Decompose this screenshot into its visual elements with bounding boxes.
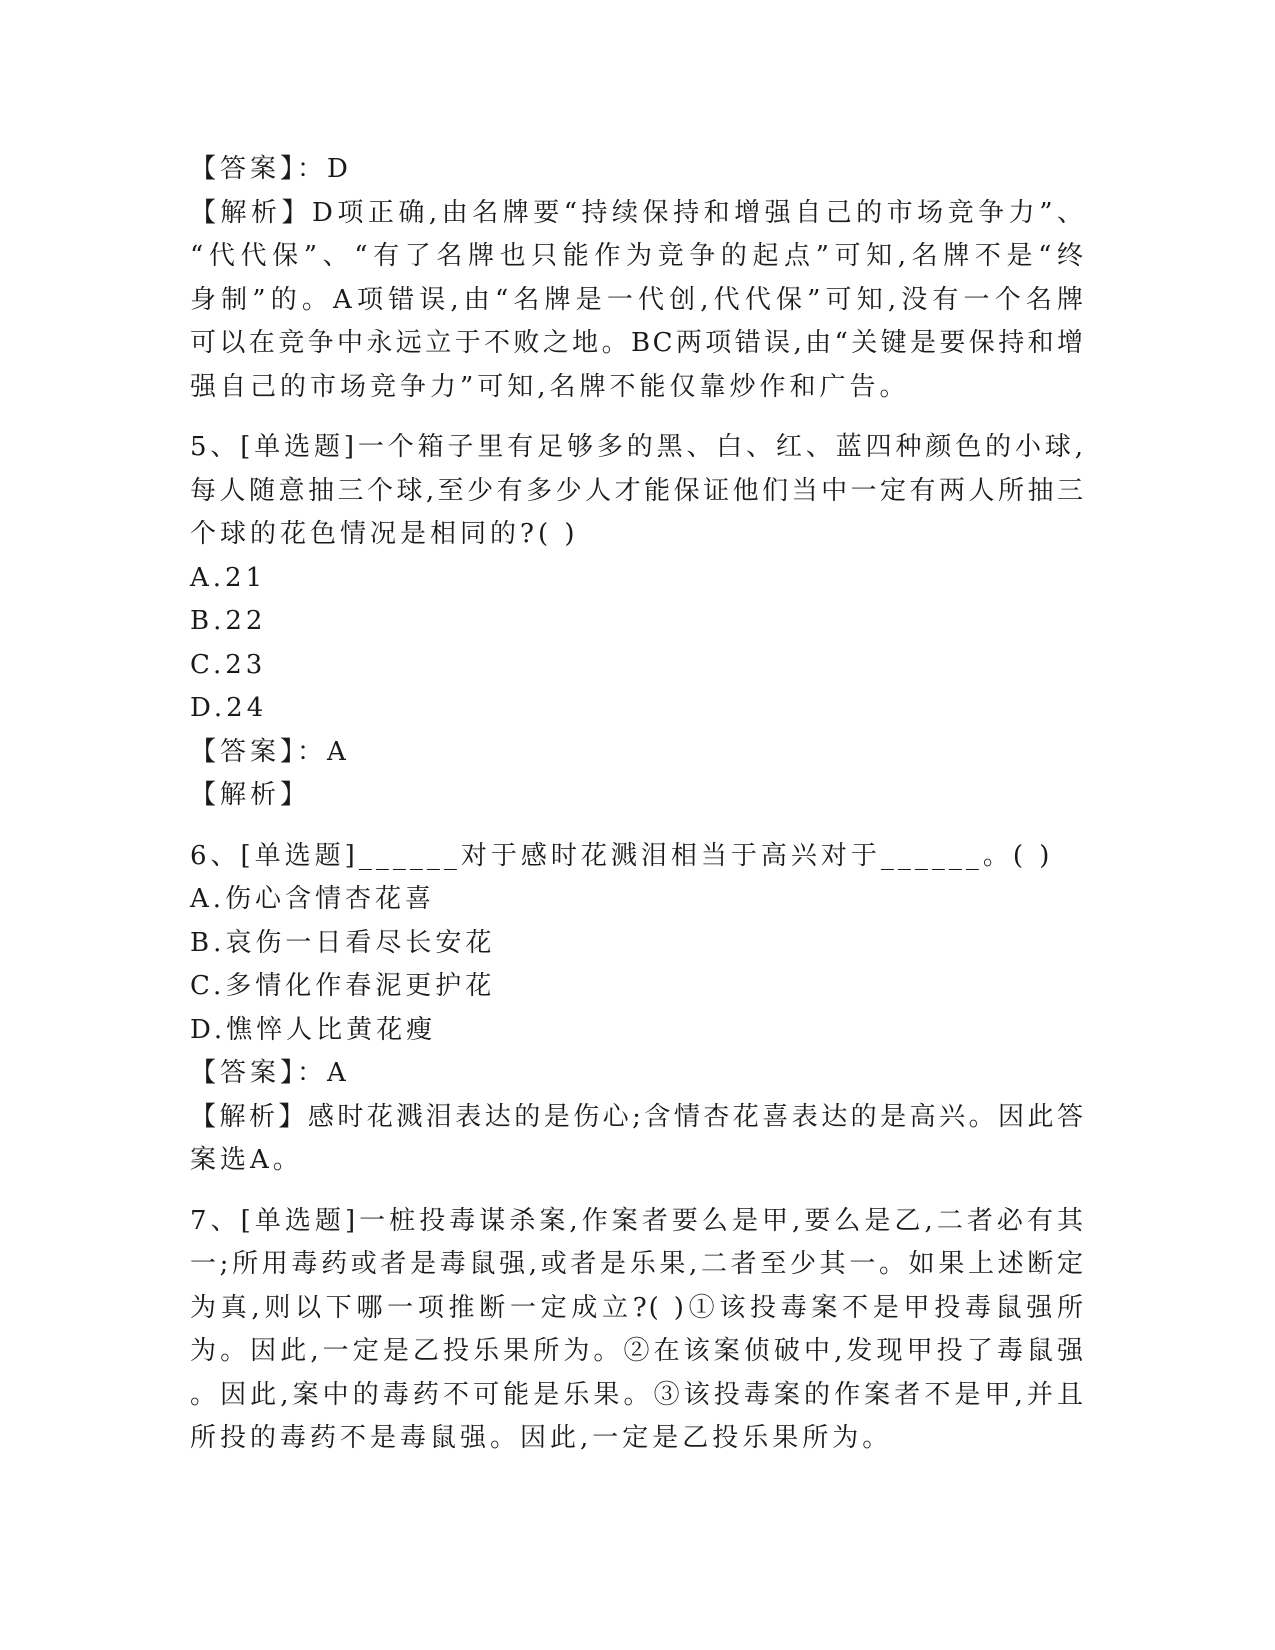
q6-question: 6、[单选题]______对于感时花溅泪相当于高兴对于______。( ) — [190, 840, 1054, 871]
q6-option-b: B.哀伤一日看尽长安花 — [190, 927, 496, 958]
q7-question-line: 所投的毒药不是毒鼠强。因此,一定是乙投乐果所为。 — [190, 1423, 893, 1453]
q7-question-line: 7、[单选题]一桩投毒谋杀案,作案者要么是甲,要么是乙,二者必有其 — [190, 1205, 1085, 1236]
q4-analysis-line: 【解析】D项正确,由名牌要“持续保持和增强自己的市场竞争力”、 — [190, 197, 1085, 228]
q5-question-line: 每人随意抽三个球,至少有多少人才能保证他们当中一定有两人所抽三 — [190, 475, 1085, 506]
q6-option-a: A.伤心含情杏花喜 — [190, 884, 436, 914]
q6-option-d: D.憔悴人比黄花瘦 — [190, 1014, 437, 1045]
q7-question-line: 为。因此,一定是乙投乐果所为。②在该案侦破中,发现甲投了毒鼠强 — [190, 1336, 1085, 1366]
q5-analysis: 【解析】 — [190, 780, 311, 810]
q7-question-line: 为真,则以下哪一项推断一定成立?( )①该投毒案不是甲投毒鼠强所 — [190, 1292, 1085, 1323]
q6-analysis-line: 案选A。 — [190, 1145, 303, 1175]
q5-question-line: 5、[单选题]一个箱子里有足够多的黑、白、红、蓝四种颜色的小球, — [190, 432, 1085, 462]
q4-analysis-line: “代代保”、“有了名牌也只能作为竞争的起点”可知,名牌不是“终 — [190, 241, 1085, 271]
q6-analysis-line: 【解析】感时花溅泪表达的是伤心;含情杏花喜表达的是高兴。因此答 — [190, 1101, 1085, 1132]
q7-question-line: 。因此,案中的毒药不可能是乐果。③该投毒案的作案者不是甲,并且 — [190, 1379, 1085, 1410]
q5-option-c: C.23 — [190, 649, 267, 680]
q7-question-line: 一;所用毒药或者是毒鼠强,或者是乐果,二者至少其一。如果上述断定 — [190, 1249, 1085, 1279]
q5-answer: 【答案】：A — [190, 736, 350, 767]
q4-analysis-line: 可以在竞争中永远立于不败之地。BC两项错误,由“关键是要保持和增 — [190, 328, 1085, 358]
q4-analysis-line: 身制”的。A项错误,由“名牌是一代创,代代保”可知,没有一个名牌 — [190, 284, 1085, 315]
q5-question-line: 个球的花色情况是相同的?( ) — [190, 519, 579, 549]
q6-answer: 【答案】：A — [190, 1058, 350, 1088]
q5-option-b: B.22 — [190, 606, 267, 636]
q5-option-d: D.24 — [190, 693, 268, 723]
q6-option-c: C.多情化作春泥更护花 — [190, 971, 496, 1001]
q5-option-a: A.21 — [190, 562, 267, 593]
q4-answer: 【答案】：D — [190, 154, 352, 184]
q4-analysis-line: 强自己的市场竞争力”可知,名牌不能仅靠炒作和广告。 — [190, 371, 910, 402]
